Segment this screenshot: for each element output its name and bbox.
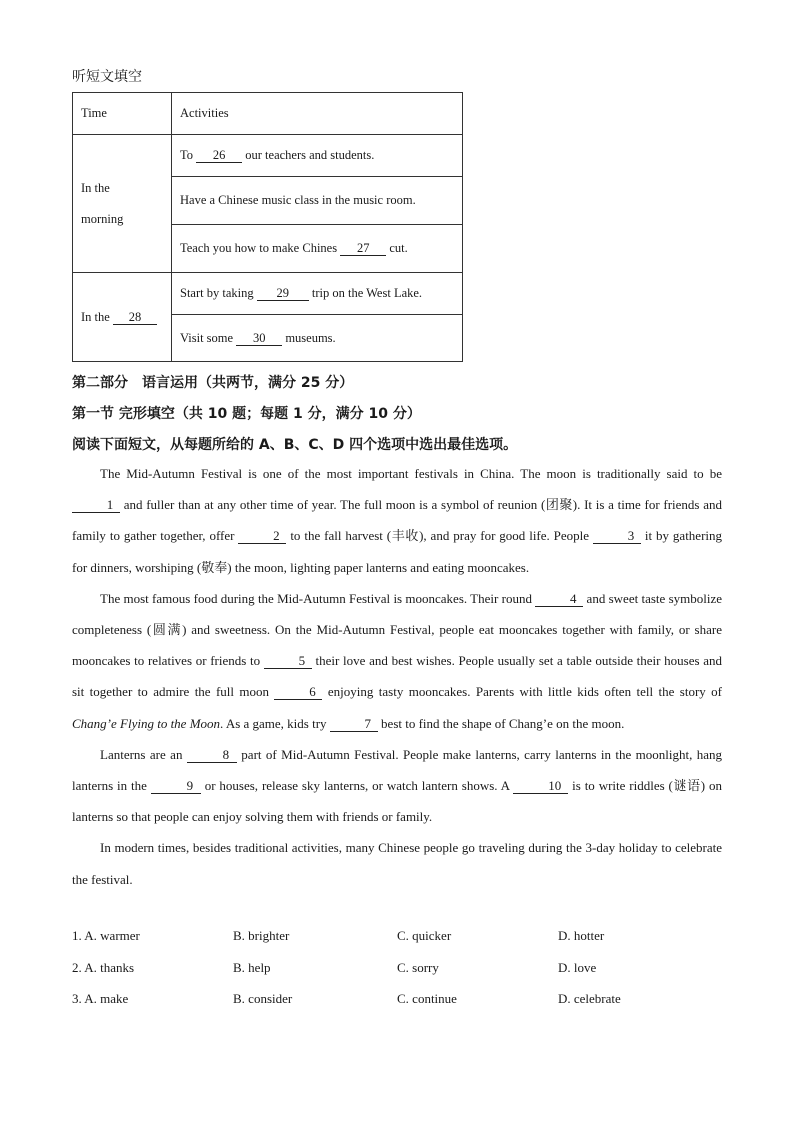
cloze-passage bbox=[72, 458, 722, 895]
passage-text: Lanterns are an bbox=[100, 746, 183, 762]
cloze-blank-7: 7 bbox=[330, 717, 378, 732]
cloze-blank-9: 9 bbox=[151, 779, 201, 794]
passage-text: to the fall harvest (丰收), and pray for good life. People bbox=[290, 528, 590, 544]
activity-text: trip on the West Lake. bbox=[311, 286, 423, 300]
option-3a: 3. A. make bbox=[72, 991, 129, 1006]
activity-text: Teach you how to make Chines bbox=[180, 241, 338, 255]
option-2a: 2. A. thanks bbox=[72, 959, 135, 975]
activity-cell bbox=[172, 135, 463, 177]
passage-text: enjoying tasty mooncakes. Parents with little kids often tell the story of bbox=[327, 684, 723, 700]
passage-text: their love and best wishes. People usually set a table outside their houses and sit together to admire the full moon bbox=[72, 653, 723, 700]
option-2d: D. love bbox=[558, 959, 597, 975]
morning-label bbox=[73, 135, 172, 273]
passage-text: it by gathering for dinners, worshiping (敬奉) the moon, lighting paper lanterns and eating mooncakes. bbox=[72, 528, 723, 575]
option-1c: C. quicker bbox=[397, 928, 452, 943]
activity-text: To bbox=[180, 148, 194, 162]
passage-text: best to find the shape of Chang’e on the moon. bbox=[381, 715, 625, 731]
option-3c: C. continue bbox=[397, 991, 457, 1006]
passage-text: is to write riddles (谜语) on lanterns so that people can enjoy solving them with friends or family. bbox=[72, 778, 723, 825]
header-time: Time bbox=[73, 93, 172, 135]
option-1d: D. hotter bbox=[558, 928, 605, 943]
activity-cell: Have a Chinese music class in the music room. bbox=[172, 177, 463, 225]
cloze-blank-10: 10 bbox=[513, 779, 568, 794]
options-row-3 bbox=[72, 991, 722, 1023]
activity-text: our teachers and students. bbox=[245, 148, 375, 162]
passage-paragraph-2 bbox=[72, 583, 722, 739]
activity-text: Visit some bbox=[180, 330, 234, 345]
options-row-2 bbox=[72, 960, 722, 992]
answer-blank-27: 27 bbox=[340, 242, 386, 256]
passage-text: part of Mid-Autumn Festival. People make lanterns, carry lanterns in the moonlight, hang lanterns in the bbox=[72, 746, 723, 794]
option-2b: B. help bbox=[233, 959, 271, 975]
option-2c: C. sorry bbox=[397, 959, 439, 975]
morning-label-line1: In the bbox=[81, 180, 110, 195]
table-row bbox=[73, 93, 463, 135]
activity-cell bbox=[172, 273, 463, 315]
cloze-blank-8: 8 bbox=[187, 748, 237, 763]
option-1b: B. brighter bbox=[233, 928, 290, 943]
option-1a: 1. A. warmer bbox=[72, 928, 140, 943]
answer-blank-26: 26 bbox=[196, 149, 242, 163]
activity-cell bbox=[172, 225, 463, 273]
cloze-blank-4: 4 bbox=[535, 592, 583, 607]
option-3b: B. consider bbox=[233, 991, 293, 1006]
passage-text: The most famous food during the Mid-Autumn Festival is mooncakes. Their round bbox=[100, 590, 532, 606]
activity-text: museums. bbox=[285, 330, 336, 345]
answer-blank-29: 29 bbox=[257, 287, 309, 301]
passage-paragraph-1 bbox=[72, 458, 722, 583]
activity-cell bbox=[172, 315, 463, 362]
passage-text: . As a game, kids try bbox=[220, 715, 327, 731]
cloze-blank-6: 6 bbox=[274, 685, 322, 700]
passage-text: and sweet taste symbolize completeness (圆满) and sweetness. On the Mid-Autumn Festival, people eat mooncakes together with family, or share mooncakes to relatives or friends to bbox=[72, 590, 723, 669]
part2-heading: 第二部分 语言运用（共两节，满分 25 分） bbox=[72, 375, 354, 391]
activity-text: Start by taking bbox=[180, 286, 254, 300]
passage-text: or houses, release sky lanterns, or watch lantern shows. A bbox=[204, 778, 510, 794]
instruction-heading: 阅读下面短文，从每题所给的 A、B、C、D 四个选项中选出最佳选项。 bbox=[72, 437, 518, 453]
cloze-blank-3: 3 bbox=[593, 529, 641, 544]
afternoon-label bbox=[73, 273, 172, 362]
table-row bbox=[73, 273, 463, 315]
cloze-blank-1: 1 bbox=[72, 498, 120, 513]
cloze-blank-5: 5 bbox=[264, 654, 312, 669]
header-activities: Activities bbox=[172, 93, 463, 135]
option-3d: D. celebrate bbox=[558, 991, 621, 1006]
passage-paragraph-4: In modern times, besides traditional activities, many Chinese people go traveling during the 3-day holiday to celebrate the festival. bbox=[72, 840, 722, 887]
afternoon-label-text: In the bbox=[81, 309, 110, 324]
answer-blank-30: 30 bbox=[236, 332, 282, 346]
section1-heading: 第一节 完形填空（共 10 题；每题 1 分，满分 10 分） bbox=[72, 406, 421, 422]
answer-options bbox=[72, 928, 722, 1023]
listening-table bbox=[72, 92, 463, 362]
activity-text: cut. bbox=[389, 241, 408, 255]
passage-text: The Mid-Autumn Festival is one of the most important festivals in China. The moon is traditionally said to be bbox=[100, 466, 722, 481]
options-row-1 bbox=[72, 928, 722, 960]
passage-text: and fuller than at any other time of year. The full moon is a symbol of reunion (团聚). It is a time for friends and family to gather together, offer bbox=[72, 497, 722, 544]
table-row bbox=[73, 135, 463, 177]
answer-blank-28: 28 bbox=[113, 311, 157, 325]
passage-paragraph-3 bbox=[72, 739, 722, 833]
morning-label-line2: morning bbox=[81, 211, 124, 226]
story-title: Chang’e Flying to the Moon bbox=[72, 715, 221, 731]
listening-section-title: 听短文填空 bbox=[72, 70, 142, 85]
cloze-blank-2: 2 bbox=[238, 529, 286, 544]
